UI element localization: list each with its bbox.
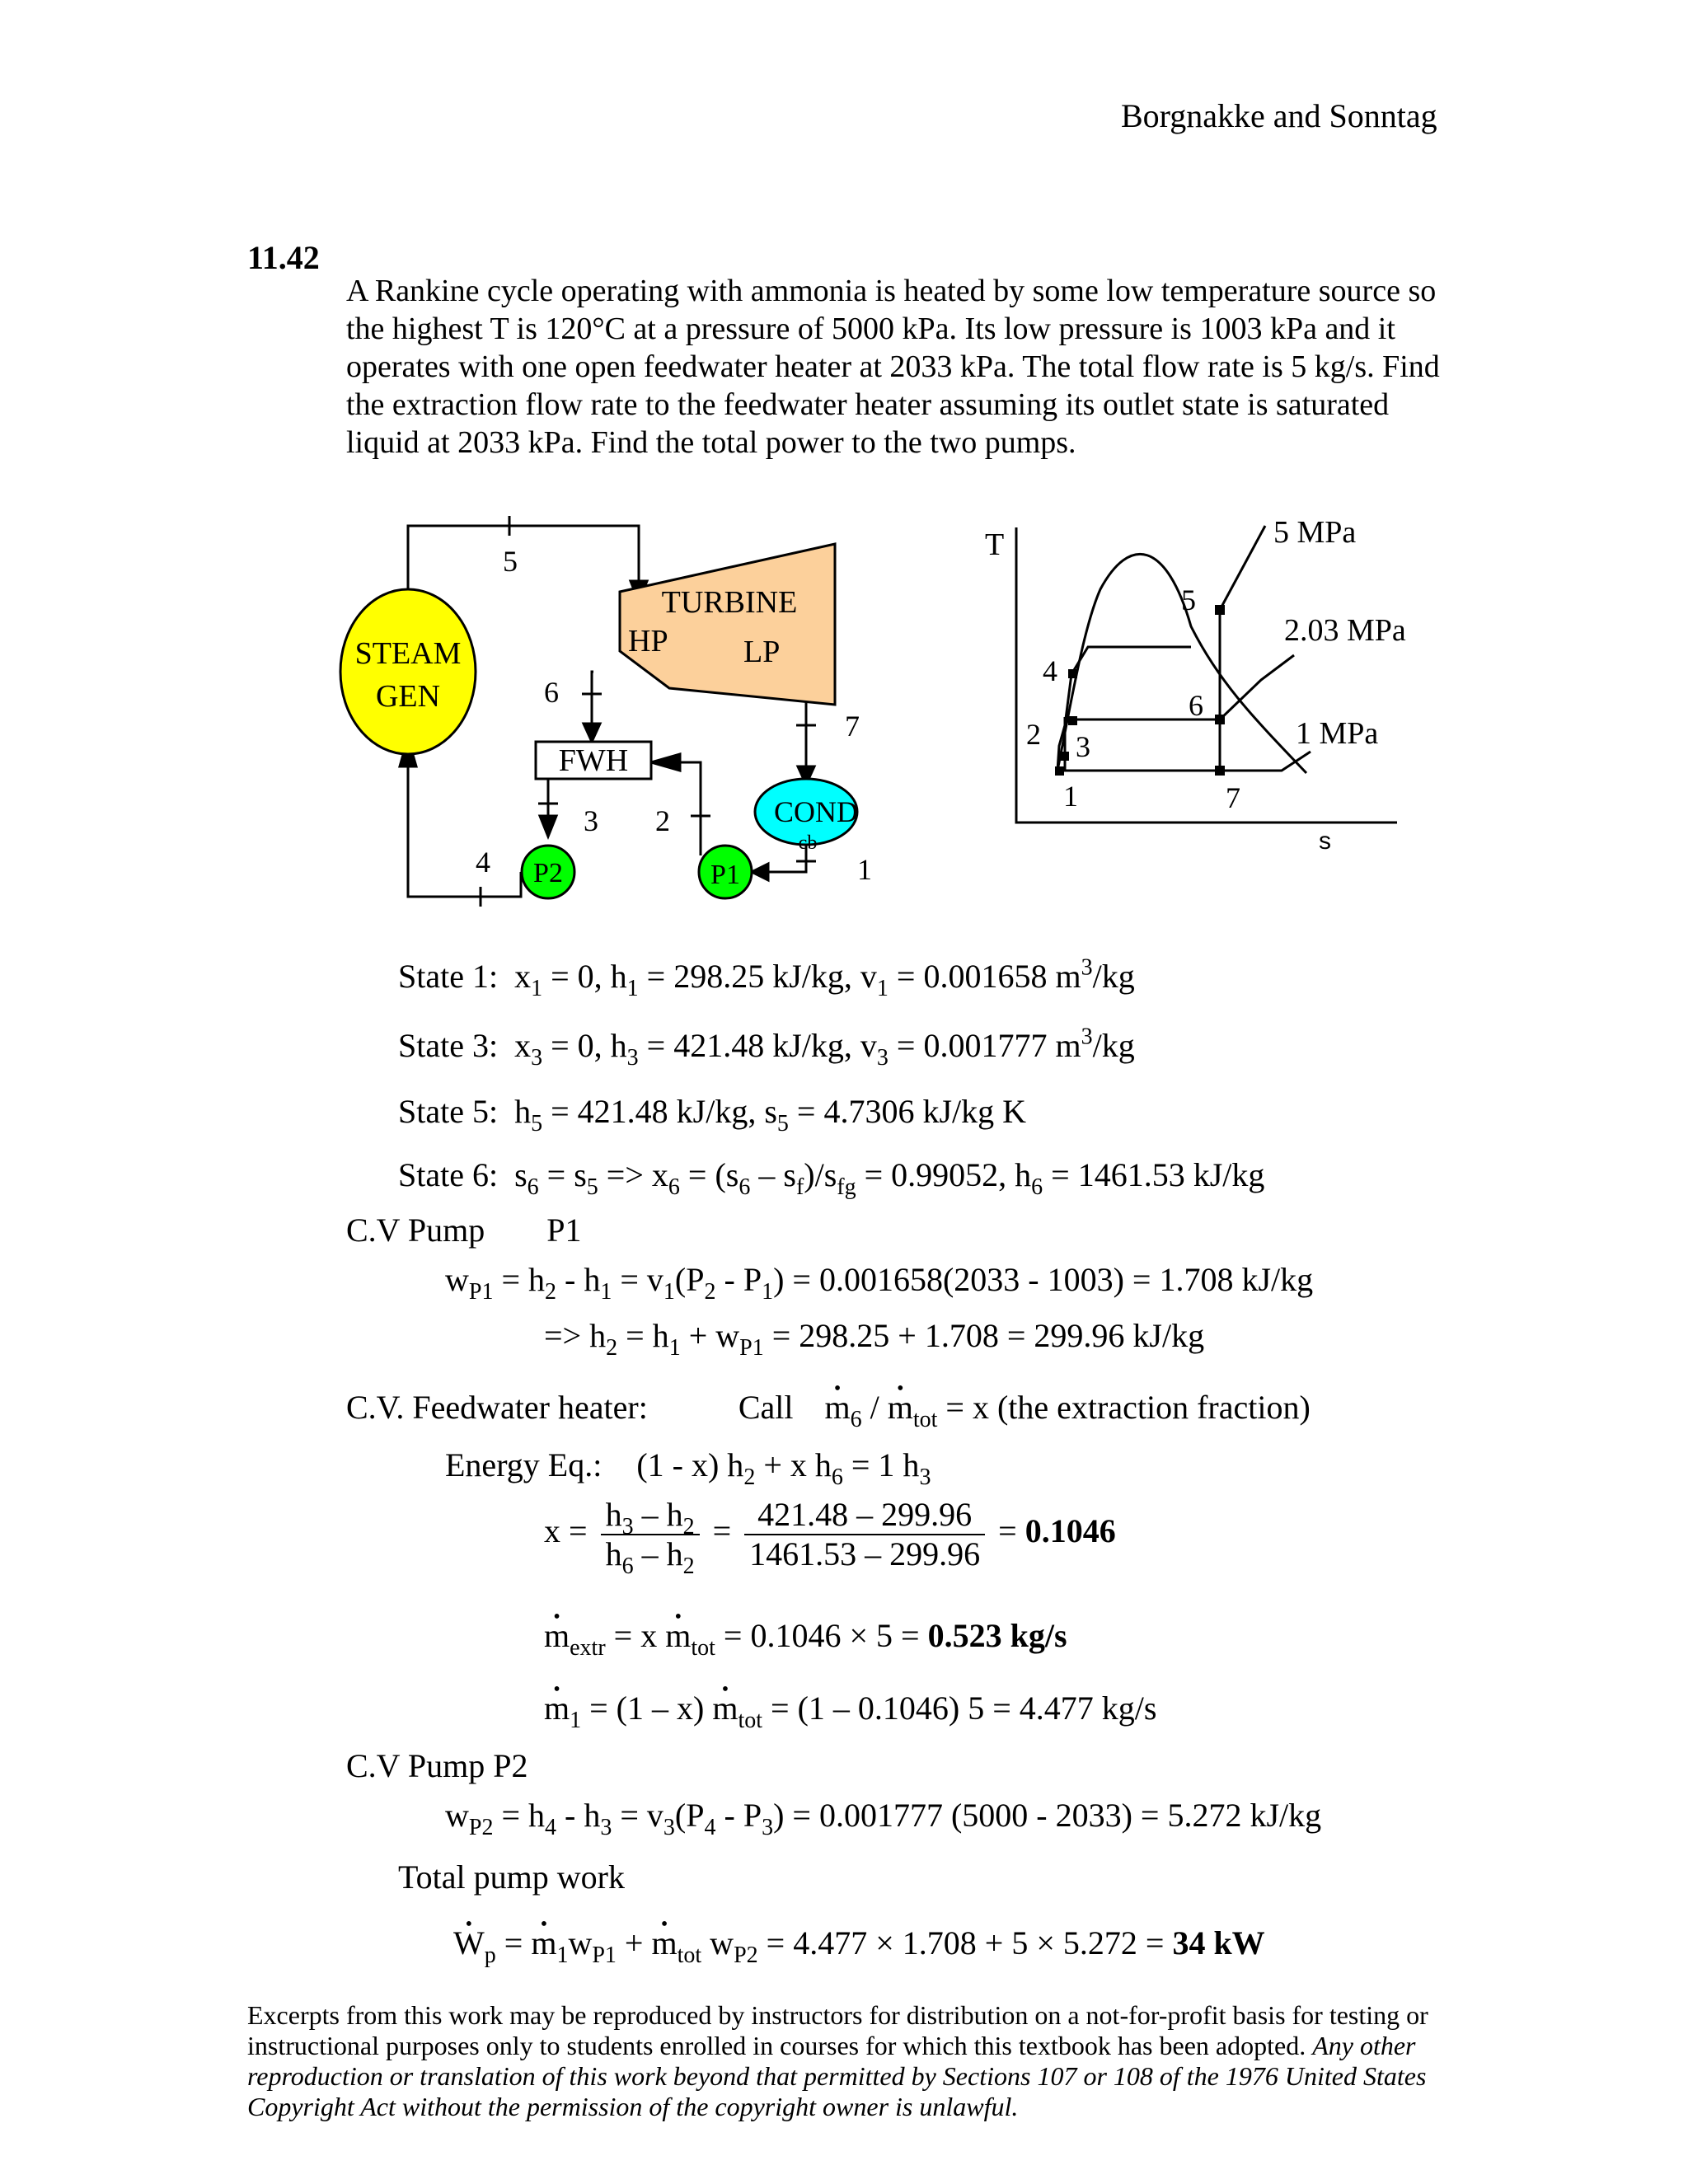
total-pump-work-label: Total pump work [398, 1858, 625, 1896]
cv-pump1-heading: C.V Pump P1 [346, 1212, 582, 1249]
ts-state-label-5: 5 [1181, 583, 1196, 616]
cb-label: cb [798, 832, 818, 854]
total-work-equation: • $W_p$ = • $m_1w_{P1}$ + • $m_{tot}$ $w_{P2} = 4.477 \times 1.708 + 5 \times 5.272 = 34$ kW [453, 1924, 1265, 1962]
fwh-label: FWH [558, 743, 629, 778]
state-label-6: 6 [544, 676, 559, 709]
ts-s-axis-label: s [1319, 827, 1331, 855]
isobar-label-2mpa: 2.03 MPa [1284, 613, 1406, 648]
x-equation: x = $\frac{h_3 - h_2}{h_6 - h_2}$ = $\frac{421.48 - 299.96}{1461.53 - 299.96}$ = 0.1046 [544, 1496, 1116, 1579]
isobar-5mpa-vapor [1220, 526, 1265, 610]
ts-point-3 [1068, 716, 1077, 725]
isobar-label-5mpa: 5 MPa [1273, 515, 1357, 550]
steam-generator [340, 589, 476, 754]
turbine-label: TURBINE [661, 585, 798, 620]
cv-fwh-line: C.V. Feedwater heater: Call• $m_6$ / • $m_{tot} = x$ (the extraction fraction) [346, 1389, 1311, 1427]
ts-point-7 [1215, 766, 1225, 776]
ts-point-1 [1055, 766, 1064, 776]
state-label-1: 1 [857, 853, 872, 886]
pipe-extraction-to-fwh [592, 672, 593, 725]
ts-t-axis-label: T [985, 527, 1005, 562]
mextr-equation: • $m_{extr} = x$ • $m_{tot} = 0.1046 \times 5 = 0.523$ kg/s [544, 1617, 1067, 1655]
p1-label: P1 [710, 860, 740, 890]
state-label-4: 4 [476, 846, 490, 879]
cond-label: COND [773, 795, 859, 828]
ts-state-label-6: 6 [1189, 689, 1203, 722]
p2-label: P2 [533, 858, 563, 888]
state-label-7: 7 [845, 710, 860, 743]
ts-state-label-2: 2 [1026, 718, 1041, 751]
m1-equation: • $m_1 = (1 - x)$ • $m_{tot} = (1 - 0.1046) 5 = 4.477$ kg/s [544, 1690, 1156, 1727]
state-label-3: 3 [584, 804, 598, 837]
state6-line: State 6: $s_6 = s_5 => x_6 = (s_6 - s_f)/s_{fg} = 0.99052$, $h_6 = 1461.53$ kJ/kg [398, 1156, 1265, 1200]
state-label-5: 5 [503, 545, 518, 578]
energy-equation: Energy Eq.: (1 - x) $h_2 + x$ $h_6 = 1$ $h_3$ [445, 1446, 931, 1490]
ts-point-2 [1060, 752, 1069, 761]
isobar-1mpa-vapor [1220, 752, 1311, 771]
isobar-label-1mpa: 1 MPa [1296, 716, 1379, 751]
arrow-p1-inlet [752, 864, 768, 880]
ts-state-label-7: 7 [1226, 781, 1240, 814]
wp2-equation: $w_{P2} = h_4 - h_3 = v_3(P_4 - P_3) = 0.001777$ (5000 - 2033) = 5.272 kJ/kg [445, 1797, 1322, 1840]
state1-line: State 1: $x_1 = 0$, $h_1 = 298.25$ kJ/kg, $v_1 = 0.001658$ $m^3/kg$ [398, 954, 1135, 1001]
ts-state-label-1: 1 [1063, 780, 1078, 813]
arrow-fwh-inlet [584, 724, 600, 742]
footer-italic-text: Any other reproduction or translation of this work beyond that permitted by Sections 107 or 108 of the 1976 United States Copyright Act without the permission of the copyright owner is unlawful. [247, 2031, 1427, 2121]
ts-point-4 [1068, 669, 1077, 678]
arrow-p2-inlet [540, 816, 556, 837]
author-header: Borgnakke and Sonntag [1121, 97, 1437, 134]
cv-pump2-heading: C.V Pump P2 [346, 1747, 528, 1784]
ts-point-5 [1215, 605, 1225, 615]
state5-line: State 5: $h_5 = 421.48$ kJ/kg, $s_5 = 4.7306$ kJ/kg K [398, 1093, 1027, 1137]
hp-label: HP [628, 624, 668, 658]
footer-normal-text: Excerpts from this work may be reproduced by instructors for distribution on a not-for-profit basis for testing or instructional purposes only to students enrolled in courses for which this textbook has been adopted. [247, 2000, 1428, 2060]
ts-state-label-4: 4 [1043, 654, 1057, 687]
state3-line: State 3: $x_3 = 0$, $h_3 = 421.48$ kJ/kg, $v_3 = 0.001777$ $m^3/kg$ [398, 1024, 1135, 1071]
h2-equation: => $h_2 = h_1 + w_{P1} = 298.25 + 1.708 = 299.96$ kJ/kg [544, 1317, 1205, 1361]
ts-point-6 [1215, 715, 1225, 724]
problem-statement: A Rankine cycle operating with ammonia is heated by some low temperature source so the highest T is 120°C at a pressure of 5000 kPa. Its low pressure is 1003 kPa and it operates with one open feedwater heater at 2033 kPa. The total flow rate is 5 kg/s. Find the extraction flow rate to the feedwater heater assuming its outlet state is saturated liquid at 2033 kPa. Find the total power to the two pumps. [346, 274, 1440, 460]
ts-state-label-3: 3 [1076, 730, 1090, 763]
problem-number: 11.42 [247, 239, 320, 276]
steam-gen-label-1: STEAM [354, 636, 462, 671]
diagrams-svg [0, 0, 1688, 923]
steam-gen-label-2: GEN [375, 679, 441, 714]
copyright-footer [247, 2000, 1459, 2122]
arrow-fwh-feed [651, 754, 680, 771]
wp1-equation: $w_{P1} = h_2 - h_1 = v_1(P_2 - P_1) = 0.001658(2033 - 1003) = 1.708$ kJ/kg [445, 1261, 1314, 1305]
lp-label: LP [743, 635, 781, 669]
isobar-2mpa-vapor [1220, 655, 1294, 719]
pipe-p2-to-steam-gen [408, 766, 521, 897]
state-label-2: 2 [655, 804, 670, 837]
